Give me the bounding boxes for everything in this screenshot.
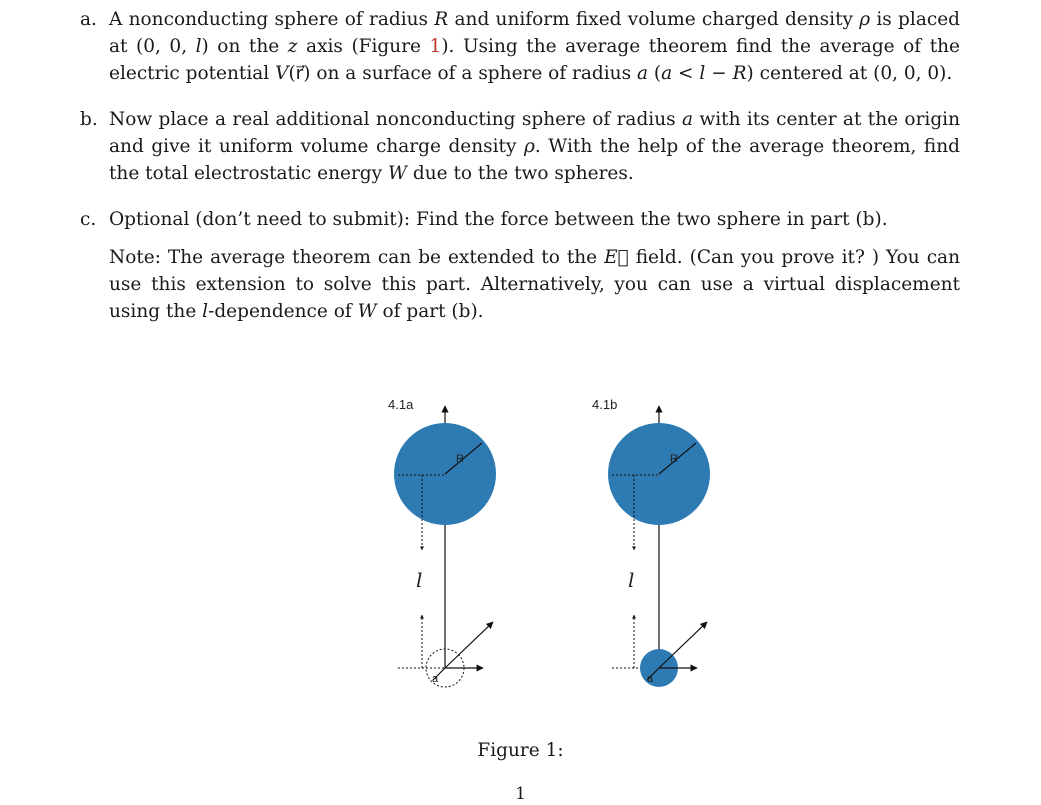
panel-4-1a [388, 397, 496, 687]
radius-label: R [456, 453, 464, 465]
problem-part-c [80, 206, 960, 233]
page-number: 1 [515, 784, 526, 804]
part-b-marker: b. [80, 109, 98, 130]
part-b-text: Now place a real additional nonconducting sphere of radius a with its center at the origin and give it uniform volume charge density ρ. With the help of the average theorem, find the total electrostatic energy W due to the two spheres. [109, 109, 961, 184]
figure-reference-link[interactable]: 1 [429, 36, 442, 57]
figure-1 [380, 390, 740, 704]
panel-b-label: 4.1b [592, 397, 618, 412]
note-paragraph: Note: The average theorem can be extended to the E⃗ field. (Can you prove it? ) You can use this extension to solve this part. Alternatively, you can use a virtual displacement using the l-dependence of W of part (b). [109, 247, 961, 322]
distance-l-label: l [416, 568, 423, 592]
part-a-marker: a. [80, 9, 97, 30]
small-radius-label: a [647, 673, 654, 685]
panel-a-label: 4.1a [388, 397, 414, 412]
problem-part-a [80, 6, 960, 87]
panel-4-1b [592, 397, 710, 687]
figure-caption: Figure 1: [477, 740, 564, 761]
problem-part-b [80, 106, 960, 187]
part-c-marker: c. [80, 209, 97, 230]
figure-diagram [380, 390, 740, 700]
y-axis [445, 622, 493, 668]
part-a-text: A nonconducting sphere of radius R and uniform fixed volume charged density ρ is placed at (0, 0, l) on the z axis (Figure 1). Using the average theorem find the average of the electric potential V(r⃗) on a surface of a sphere of radius a (a < l − R) centered at (0, 0, 0). [109, 9, 960, 84]
small-radius-label: a [432, 673, 439, 685]
part-c-text: Optional (don’t need to submit): Find the force between the two sphere in part (b). [109, 209, 888, 230]
radius-label: R [670, 453, 678, 465]
y-axis [659, 622, 707, 668]
distance-l-label: l [628, 568, 635, 592]
